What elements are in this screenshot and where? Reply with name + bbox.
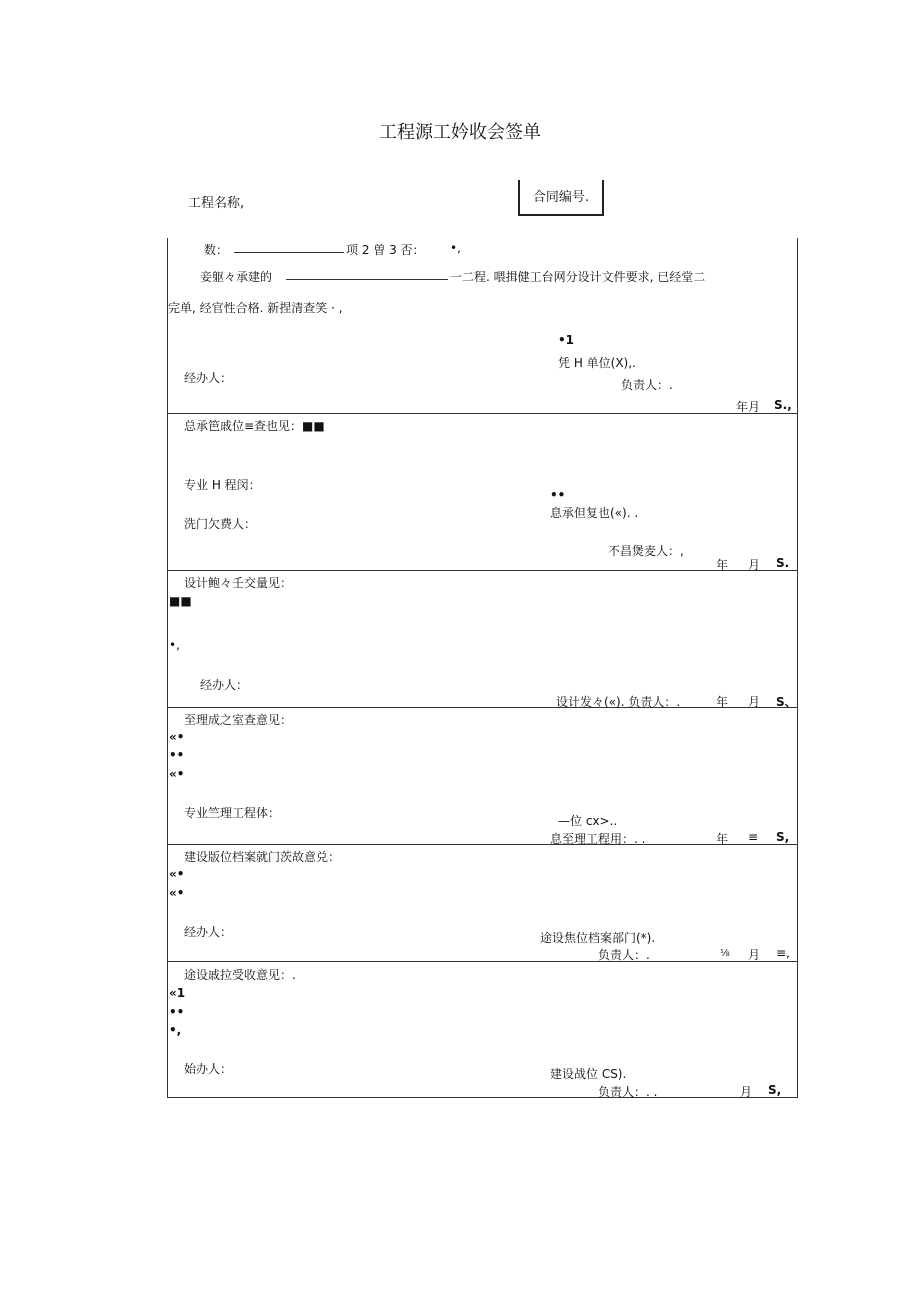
section5-responsible-label: 负责人：. [598,948,650,962]
contract-number-label: 合同编号. [532,190,590,205]
section2-year: 年 [716,558,729,572]
section3-handler-label: 经办人： [200,678,249,692]
section5-mark-1: «• [169,867,185,881]
section6-mark-1: «1 [169,986,186,1000]
section5-day: ≡, [776,946,790,960]
section2-month: 月 [748,558,761,572]
section4-unit-label: —位 cx>.. [558,814,618,828]
section1-mark: •1 [558,333,575,347]
project-blank [286,269,448,280]
section4-heading: 至理成之室查意见： [184,713,293,727]
section3-day: S、 [776,695,797,709]
section2-day: S. [776,556,790,570]
section3-month: 月 [748,695,761,709]
divider-5 [167,961,798,962]
count-label: 数： [204,243,229,257]
section3-mark2: •, [169,638,180,652]
section6-mark-2: •• [169,1005,185,1019]
divider-3 [167,707,798,708]
section6-heading: 途设戚拉受收意见：. [184,968,296,982]
undertaking-prefix: 妾躯々承建的 [200,270,273,284]
section4-year: 年 [716,832,729,846]
section5-year: ⅛ [720,948,730,959]
section2-engineer-label: 专业 H 程闵： [184,478,261,492]
section1-handler-label: 经办人： [184,371,233,385]
items-text: 项 2 曽 3 否： [346,243,425,257]
section2-unit-label: 息承但复也(«). . [550,506,639,520]
section5-heading: 建设版位档案就门茨故意兑： [184,850,341,864]
section4-mark-3: «• [169,767,185,781]
project-name-label: 工程名称, [188,196,245,211]
section2-mark: •• [550,488,566,502]
contract-number-box [518,180,604,216]
section3-unit-responsible: 设计发々(«). 负责人：. [556,695,681,709]
count-blank [234,242,344,253]
section6-day: S, [768,1083,782,1097]
section2-responsible-label: 不昌煲麦人：, [608,544,684,558]
undertaking-line2: 完单, 经官性合格. 新捏清查笑 · , [168,301,343,315]
section6-month: 月 [740,1085,753,1099]
section2-heading: 总承笆戚位≡查也见：■■ [184,419,325,433]
section5-dept-label: 途设焦位档案部门(*). [540,931,656,945]
undertaking-suffix: 一二程. 喂揖健工台网分设计文件要求, 已经堂二 [450,270,706,284]
page-title: 工程源工妗收会签单 [379,122,541,143]
section6-unit-label: 建设战位 CS). [550,1067,627,1081]
section1-responsible-label: 负责人：. [621,378,673,392]
section2-dept-head-label: 洗门欠费人： [184,517,257,531]
section4-chief-label: 息至理工程用：. . [550,832,646,846]
section4-month: ≡ [748,830,759,844]
section1-date-mark: S., [774,398,792,412]
section1-date: 年月 [736,400,761,414]
section4-mark-2: •• [169,748,185,762]
section5-handler-label: 经办人： [184,925,233,939]
section5-month: 月 [748,948,761,962]
items-mark: •, [450,241,461,255]
divider-1 [167,413,798,414]
section6-responsible-label: 负责人：. . [598,1085,658,1099]
section4-mark-1: «• [169,730,185,744]
divider-4 [167,844,798,845]
section3-year: 年 [716,695,729,709]
construction-unit-label: 凭 H 单位(X),. [558,356,636,370]
section5-mark-2: «• [169,886,185,900]
section3-heading: 设计鲍々壬交量见： [184,576,293,590]
section4-day: S, [776,830,790,844]
section6-mark-3: •, [169,1023,182,1037]
section4-engineer-label: 专业竺理工程体： [184,806,281,820]
divider-2 [167,570,798,571]
section3-mark1: ■■ [169,594,192,608]
section6-handler-label: 始办人： [184,1062,233,1076]
